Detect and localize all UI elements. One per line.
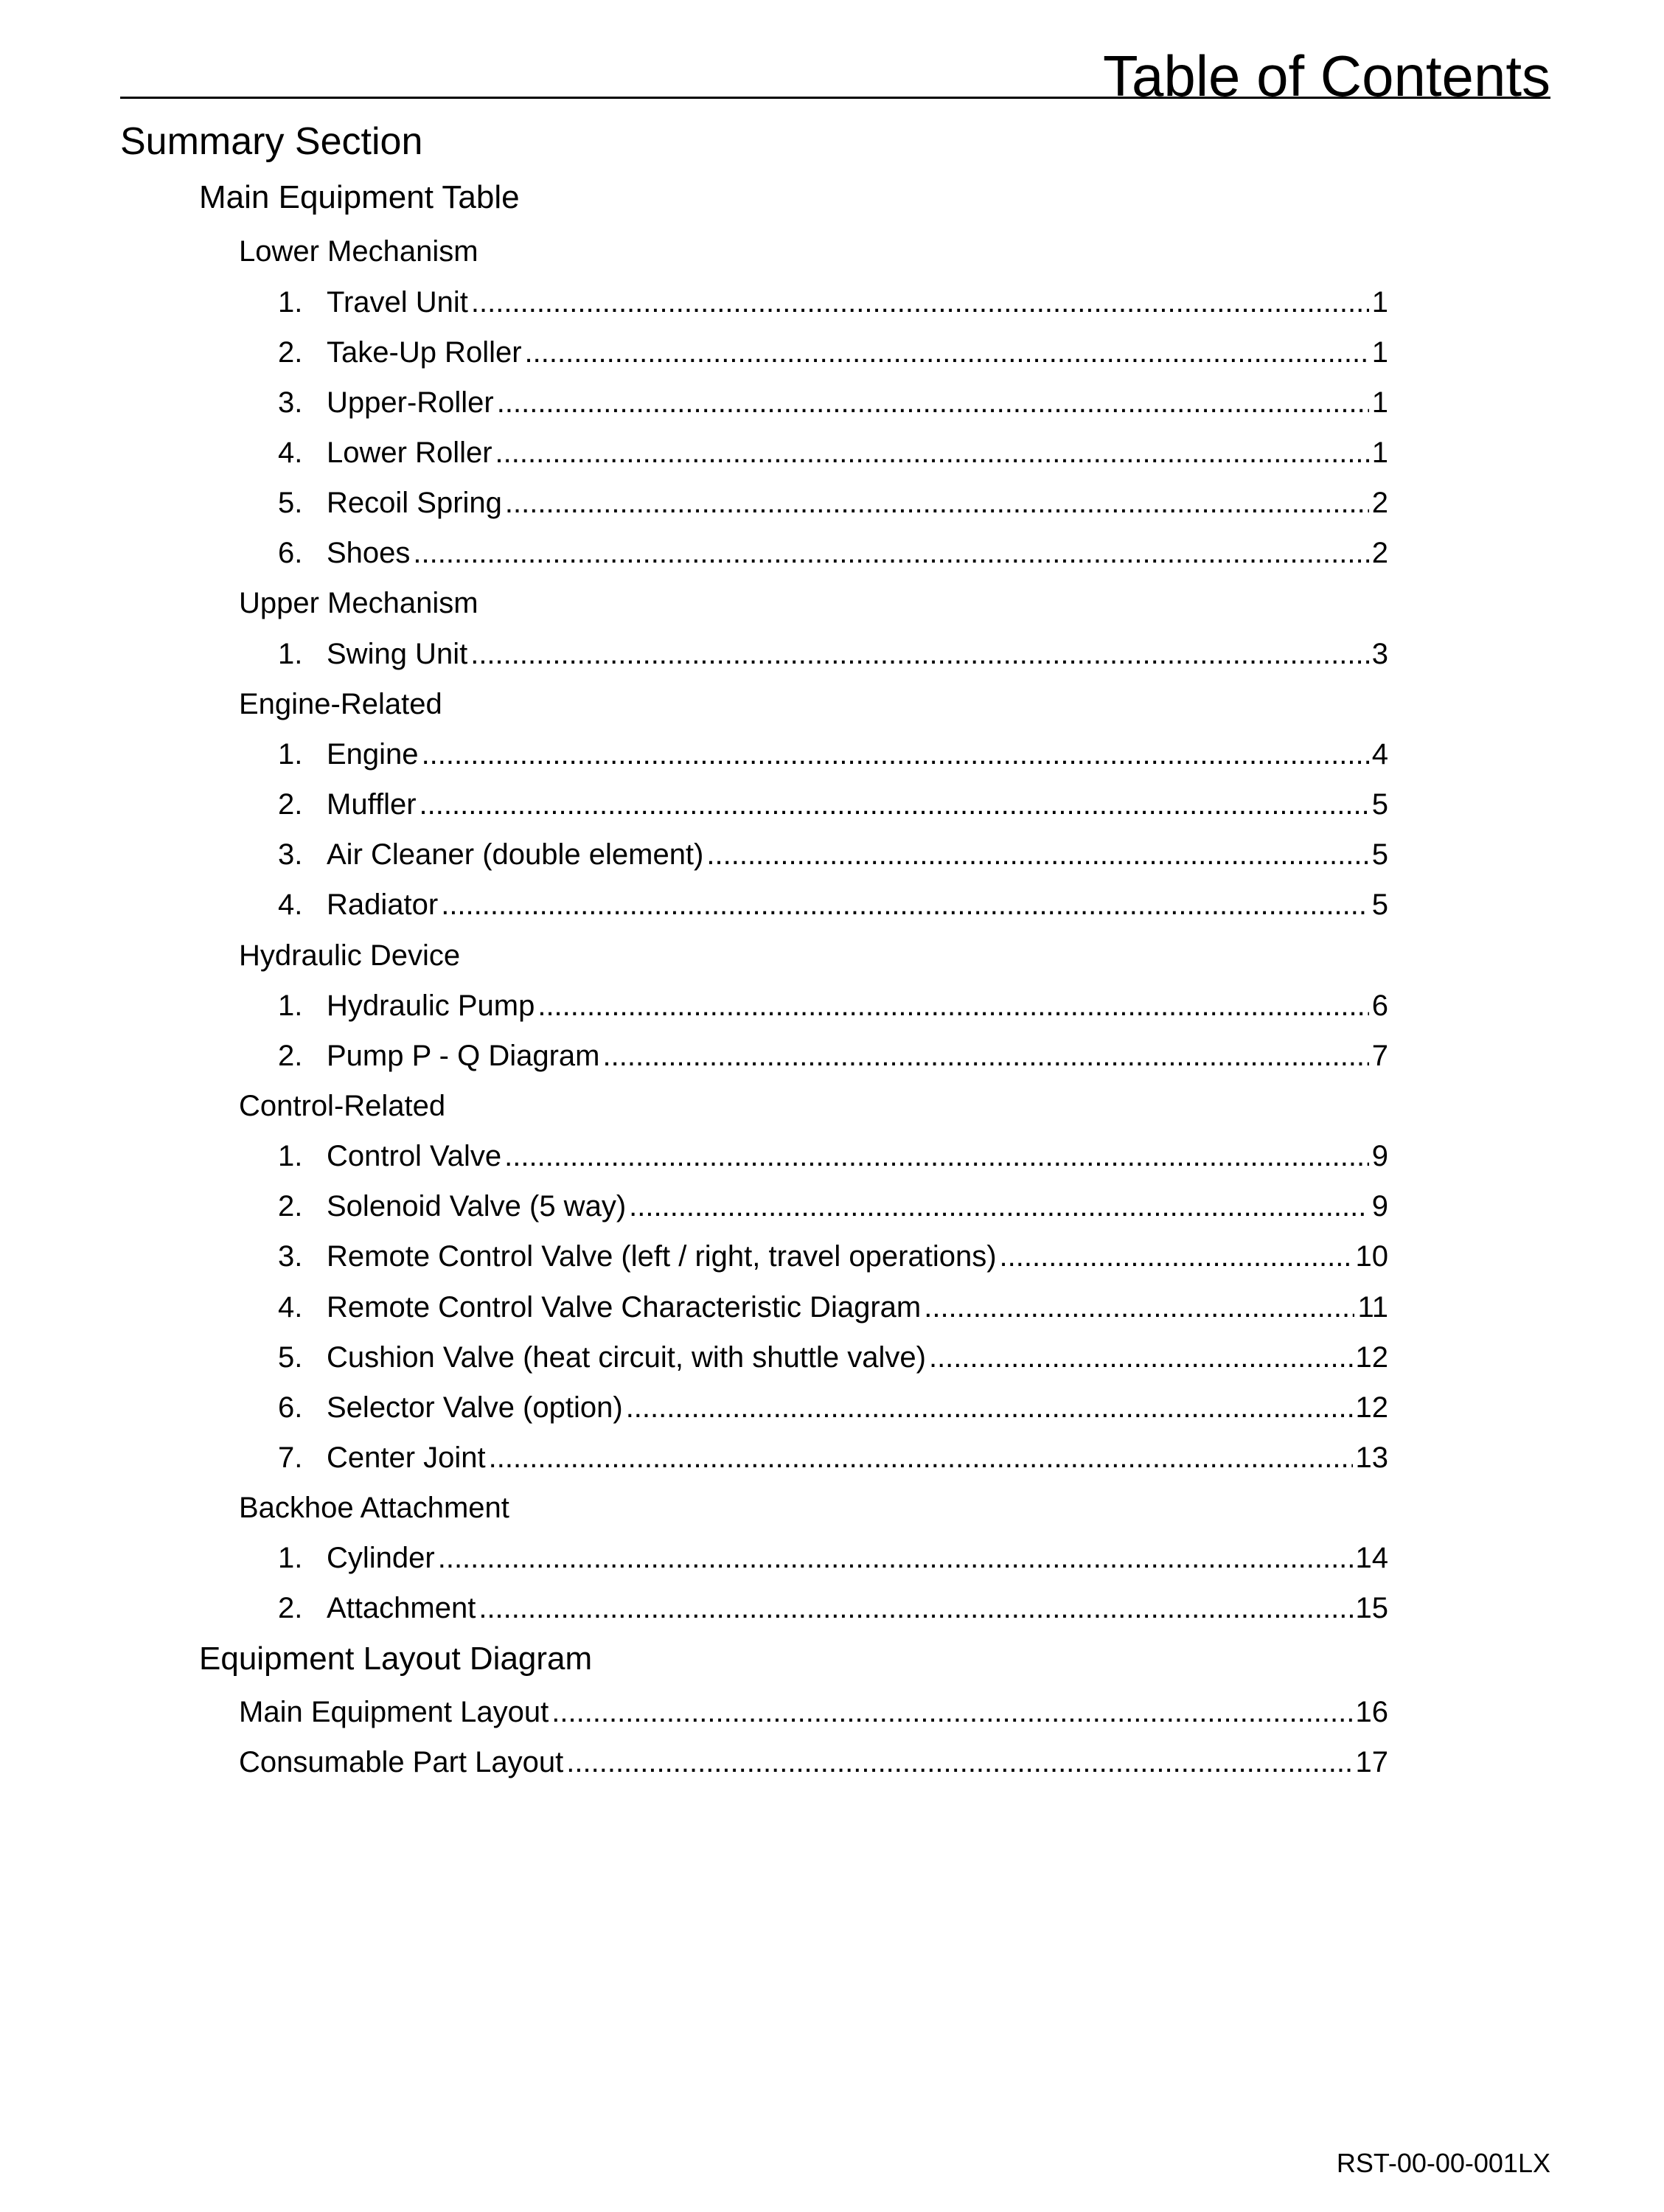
heading-engine-related: Engine-Related	[239, 688, 442, 720]
heading-main-equipment-table: Main Equipment Table	[199, 179, 520, 215]
dot-leader	[438, 1537, 1353, 1579]
toc-entry-swing-unit[interactable]: 1. Swing Unit ..... 3	[278, 633, 1388, 675]
toc-entry-pump-pq-diagram[interactable]: 2. Pump P - Q Diagram ..... 7	[278, 1035, 1388, 1077]
dot-leader	[505, 482, 1369, 524]
dot-leader	[603, 1035, 1369, 1077]
toc-entry-control-valve[interactable]: 1. Control Valve ..... 9	[278, 1135, 1388, 1177]
toc-entry-muffler[interactable]: 2. Muffler ..... 5	[278, 784, 1388, 825]
toc-entry-remote-control-valve[interactable]: 3. Remote Control Valve (left / right, travel operations) ..... 10	[278, 1236, 1388, 1277]
toc-entry-upper-roller[interactable]: 3. Upper-Roller ..... 1	[278, 382, 1388, 423]
dot-leader	[566, 1742, 1352, 1783]
toc-entry-shoes[interactable]: 6. Shoes ..... 2	[278, 532, 1388, 574]
dot-leader	[471, 282, 1369, 323]
dot-leader	[504, 1135, 1369, 1177]
heading-control-related: Control-Related	[239, 1090, 446, 1122]
dot-leader	[470, 633, 1369, 675]
dot-leader	[495, 432, 1369, 473]
heading-equipment-layout-diagram: Equipment Layout Diagram	[199, 1641, 593, 1677]
heading-lower-mechanism: Lower Mechanism	[239, 235, 478, 268]
heading-backhoe-attachment: Backhoe Attachment	[239, 1492, 509, 1524]
dot-leader	[551, 1691, 1352, 1733]
toc-entry-cushion-valve[interactable]: 5. Cushion Valve (heat circuit, with shuttle valve) ..... 12	[278, 1337, 1388, 1378]
toc-entry-lower-roller[interactable]: 4. Lower Roller ..... 1	[278, 432, 1388, 473]
toc-entry-attachment[interactable]: 2. Attachment ..... 15	[278, 1587, 1388, 1629]
heading-hydraulic-device: Hydraulic Device	[239, 939, 461, 972]
toc-entry-hydraulic-pump[interactable]: 1. Hydraulic Pump ..... 6	[278, 985, 1388, 1026]
dot-leader	[1000, 1236, 1353, 1277]
heading-upper-mechanism: Upper Mechanism	[239, 587, 478, 619]
toc-entry-cylinder[interactable]: 1. Cylinder ..... 14	[278, 1537, 1388, 1579]
toc-entry-radiator[interactable]: 4. Radiator ..... 5	[278, 884, 1388, 925]
toc-entry-solenoid-valve[interactable]: 2. Solenoid Valve (5 way) ..... 9	[278, 1186, 1388, 1227]
toc-entry-travel-unit[interactable]: 1. Travel Unit ..... 1	[278, 282, 1388, 323]
dot-leader	[489, 1437, 1353, 1478]
dot-leader	[629, 1186, 1369, 1227]
document-code: RST-00-00-001LX	[1336, 2148, 1550, 2178]
dot-leader	[497, 382, 1369, 423]
dot-leader	[924, 1287, 1354, 1328]
toc-entry-main-equipment-layout[interactable]: Main Equipment Layout ..... 16	[239, 1691, 1388, 1733]
page-title: Table of Contents	[1102, 44, 1550, 108]
toc-entry-take-up-roller[interactable]: 2. Take-Up Roller ..... 1	[278, 332, 1388, 373]
dot-leader	[441, 884, 1369, 925]
toc-entry-consumable-part-layout[interactable]: Consumable Part Layout ..... 17	[239, 1742, 1388, 1783]
dot-leader	[929, 1337, 1353, 1378]
dot-leader	[525, 332, 1369, 373]
dot-leader	[478, 1587, 1352, 1629]
toc-entry-remote-control-valve-diagram[interactable]: 4. Remote Control Valve Characteristic Diagram ..... 11	[278, 1287, 1388, 1328]
toc-entry-recoil-spring[interactable]: 5. Recoil Spring ..... 2	[278, 482, 1388, 524]
dot-leader	[537, 985, 1368, 1026]
dot-leader	[420, 784, 1369, 825]
section-heading-summary: Summary Section	[120, 120, 423, 163]
dot-leader	[413, 532, 1368, 574]
dot-leader	[626, 1387, 1353, 1428]
dot-leader	[706, 834, 1368, 875]
toc-entry-air-cleaner[interactable]: 3. Air Cleaner (double element) ..... 5	[278, 834, 1388, 875]
dot-leader	[422, 734, 1369, 775]
toc-entry-engine[interactable]: 1. Engine ..... 4	[278, 734, 1388, 775]
toc-entry-center-joint[interactable]: 7. Center Joint ..... 13	[278, 1437, 1388, 1478]
toc-entry-selector-valve[interactable]: 6. Selector Valve (option) ..... 12	[278, 1387, 1388, 1428]
